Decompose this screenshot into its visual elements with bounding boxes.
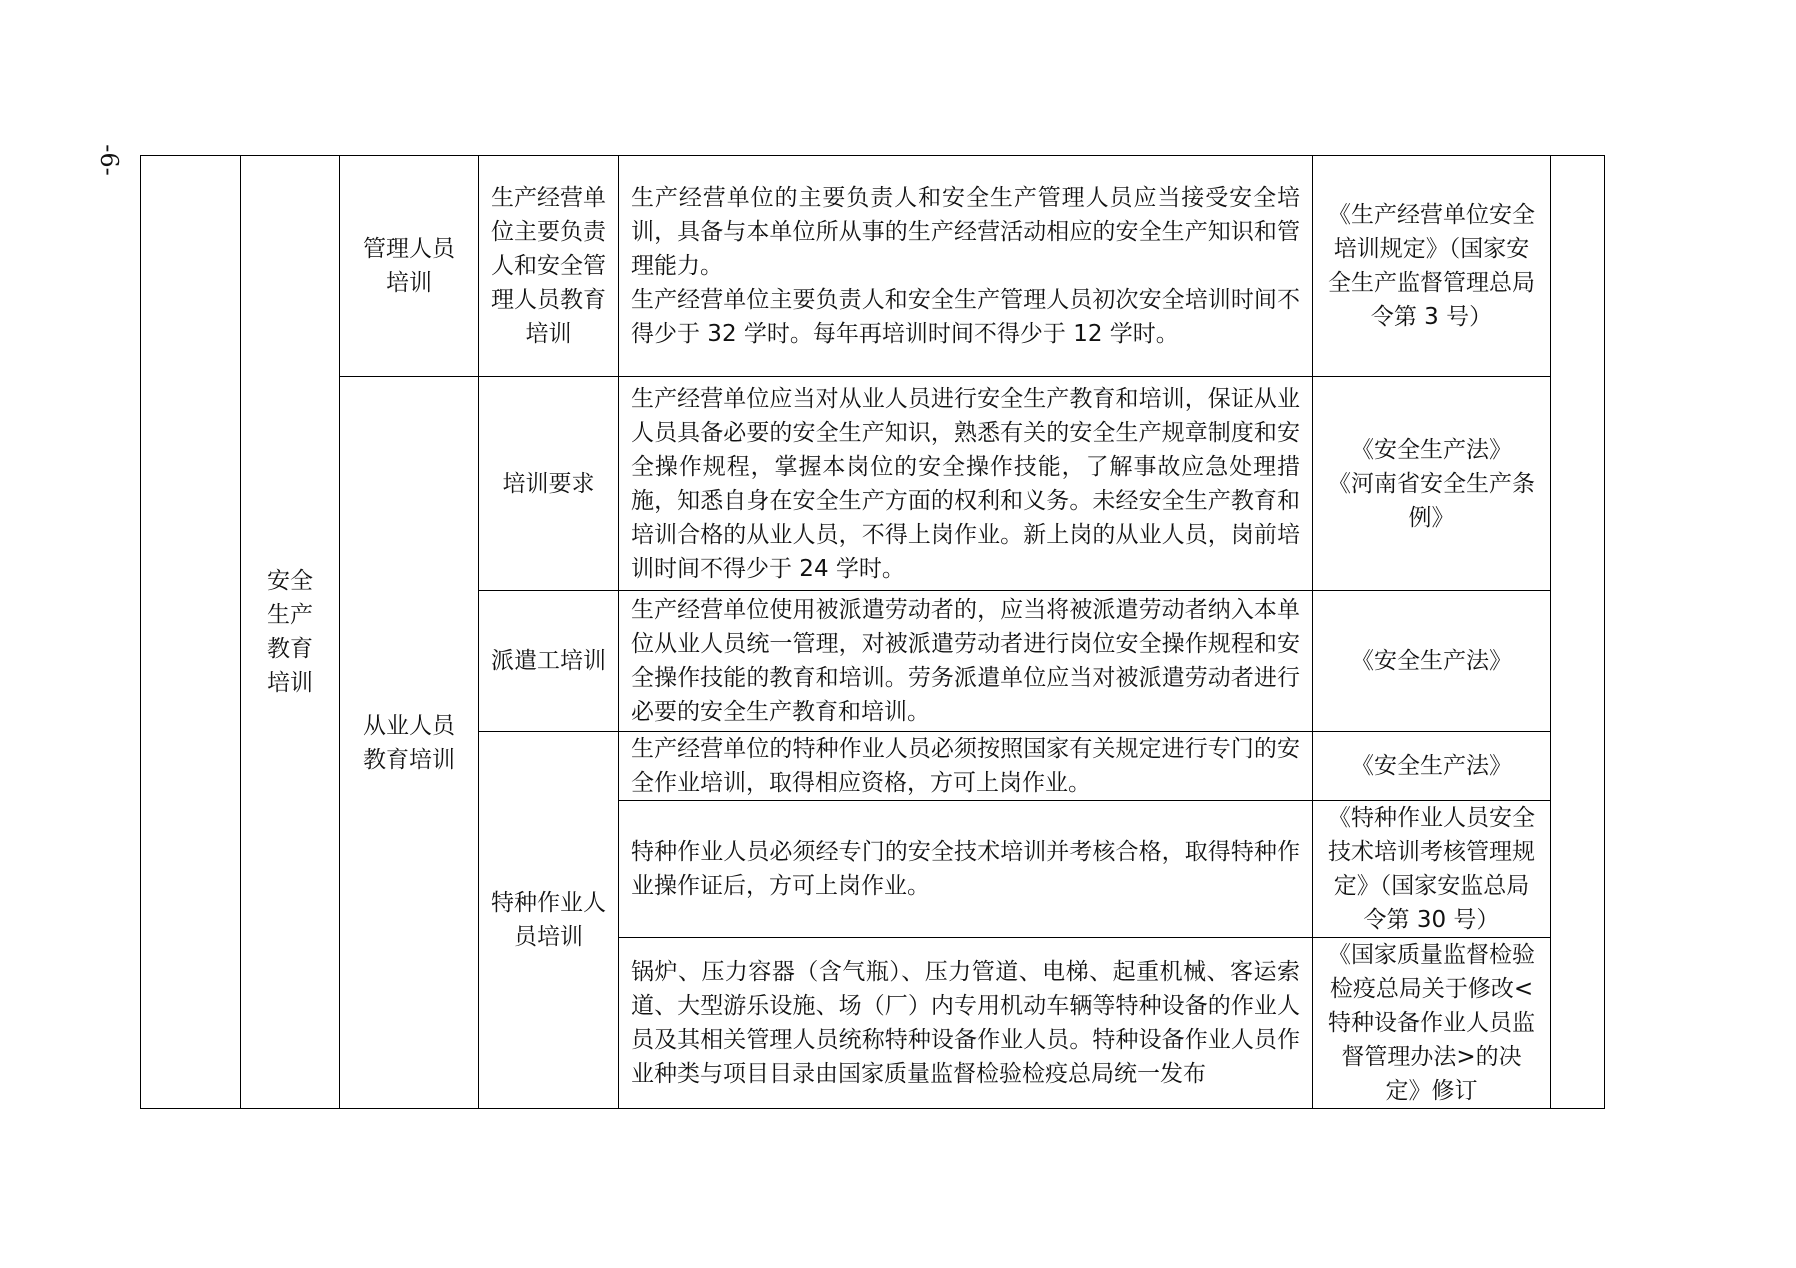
table-row <box>141 156 1605 377</box>
item-cell: 培训要求 <box>479 377 619 591</box>
item-cell: 派遣工培训 <box>479 591 619 732</box>
basis-cell: 《特种作业人员安全技术培训考核管理规定》（国家安监总局令第 30 号） <box>1313 801 1551 938</box>
category-cell <box>241 156 340 1109</box>
content-cell: 生产经营单位使用被派遣劳动者的，应当将被派遣劳动者纳入本单位从业人员统一管理，对被派遣劳动者进行岗位安全操作规程和安全操作技能的教育和培训。劳务派遣单位应当对被派遣劳动者进行必要的安全生产教育和培训。 <box>619 591 1313 732</box>
page-number: -6- <box>95 144 123 176</box>
item-cell <box>479 156 619 377</box>
regulation-table <box>140 155 1605 1109</box>
section-management-cell <box>340 156 479 377</box>
content-cell: 特种作业人员必须经专门的安全技术培训并考核合格，取得特种作业操作证后，方可上岗作业。 <box>619 801 1313 938</box>
content-cell: 生产经营单位的主要负责人和安全生产管理人员应当接受安全培训，具备与本单位所从事的生产经营活动相应的安全生产知识和管理能力。 生产经营单位主要负责人和安全生产管理人员初次安全培训时间不得少于 32 学时。每年再培训时间不得少于 12 学时。 <box>619 156 1313 377</box>
content-cell: 锅炉、压力容器（含气瓶）、压力管道、电梯、起重机械、客运索道、大型游乐设施、场（厂）内专用机动车辆等特种设备的作业人员及其相关管理人员统称特种设备作业人员。特种设备作业人员作业种类与项目目录由国家质量监督检验检疫总局统一发布 <box>619 938 1313 1109</box>
item-special-cell <box>479 732 619 1109</box>
basis-cell: 《安全生产法》 《河南省安全生产条例》 <box>1313 377 1551 591</box>
table-row <box>141 377 1605 591</box>
blank-cell <box>141 156 241 1109</box>
content-cell: 生产经营单位应当对从业人员进行安全生产教育和培训，保证从业人员具备必要的安全生产知识，熟悉有关的安全生产规章制度和安全操作规程，掌握本岗位的安全操作技能，了解事故应急处理措施，知悉自身在安全生产方面的权利和义务。未经安全生产教育和培训合格的从业人员，不得上岗作业。新上岗的从业人员，岗前培训时间不得少于 24 学时。 <box>619 377 1313 591</box>
basis-cell: 《国家质量监督检验检疫总局关于修改<特种设备作业人员监督管理办法>的决定》修订 <box>1313 938 1551 1109</box>
category-label: 安全生产教育培训 <box>266 568 313 696</box>
section-workers-label: 从业人员教育培训 <box>363 712 455 773</box>
content-cell: 生产经营单位的特种作业人员必须按照国家有关规定进行专门的安全作业培训，取得相应资格，方可上岗作业。 <box>619 732 1313 801</box>
remarks-cell <box>1551 156 1605 1109</box>
basis-cell: 《生产经营单位安全培训规定》（国家安全生产监督管理总局令第 3 号） <box>1313 156 1551 377</box>
basis-cell: 《安全生产法》 <box>1313 732 1551 801</box>
item-management-label: 生产经营单位主要负责人和安全管理人员教育培训 <box>491 185 606 347</box>
item-special-label: 特种作业人员培训 <box>491 890 606 950</box>
section-workers-cell <box>340 377 479 1109</box>
basis-cell: 《安全生产法》 <box>1313 591 1551 732</box>
section-management-label: 管理人员培训 <box>363 236 455 296</box>
